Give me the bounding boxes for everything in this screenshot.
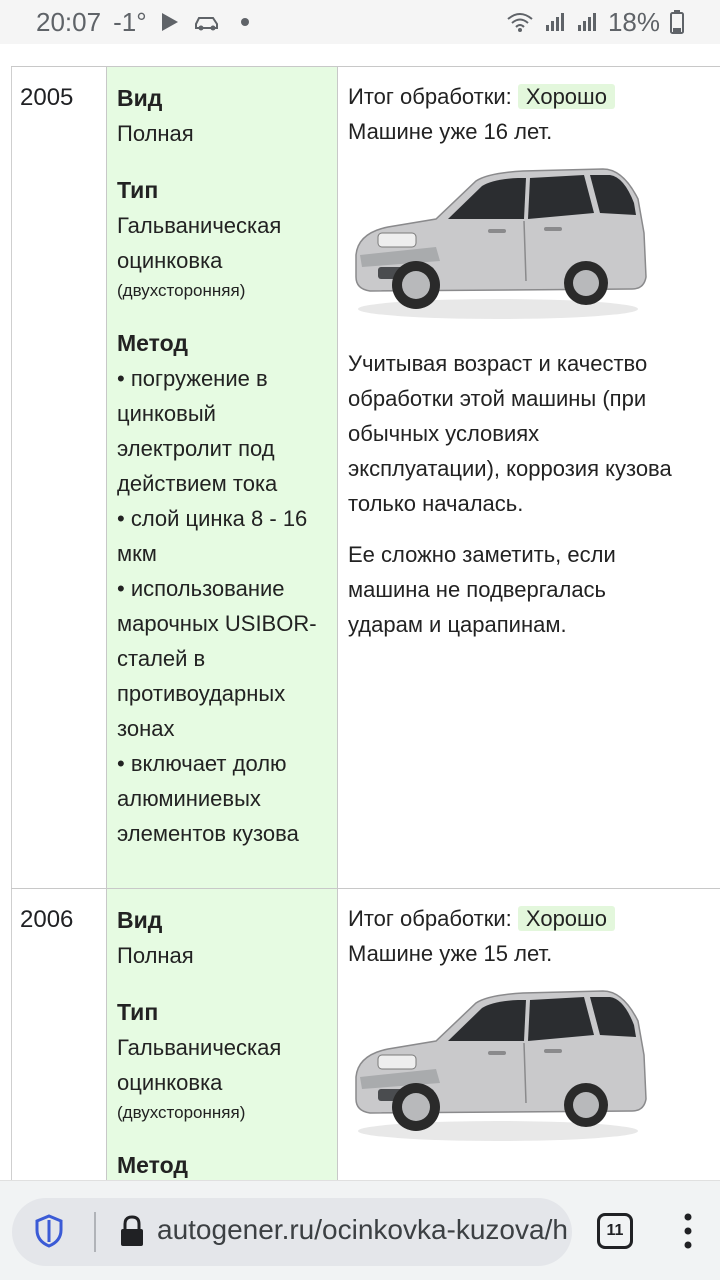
result-cell [338,889,720,1180]
method-line: алюминиевых [117,786,261,811]
car-age: Машине уже 15 лет. [348,941,553,966]
status-left [36,7,249,38]
page-content [0,66,720,1180]
result-paragraph-2 [348,537,710,642]
battery-icon [670,10,684,34]
para-line: машина не подвергалась [348,577,607,602]
method-title: Метод [117,1152,188,1178]
tabs-count-button[interactable]: 11 [597,1213,633,1249]
para-line: Учитывая возраст и качество [348,351,648,376]
method-line: марочных USIBOR- [117,611,317,636]
address-divider [94,1212,96,1252]
signal-icon-2 [576,11,598,33]
notification-dot-icon [241,18,249,26]
type-value-line1: Гальваническая [117,213,282,238]
shield-icon[interactable] [34,1214,64,1248]
status-time: 20:07 [36,6,102,37]
table-row [11,66,720,888]
car-image [348,159,648,324]
spec-cell [107,67,338,888]
battery-percent: 18% [607,6,660,37]
type-title: Тип [117,177,159,203]
method-line: действием тока [117,471,278,496]
type-value-line2: оцинковка [117,248,223,273]
rating-badge: Хорошо [518,84,615,109]
para-line: обычных условиях [348,421,540,446]
car-image [348,981,648,1146]
method-line: электролит под [117,436,275,461]
result-cell [338,67,720,888]
method-line: • слой цинка 8 - 16 [117,506,308,531]
type-note: (двухсторонняя) [117,281,246,300]
result-label: Итог обработки: [348,84,512,109]
method-line: зонах [117,716,175,741]
status-right [506,7,684,38]
kind-value: Полная [117,943,194,968]
method-line: мкм [117,541,157,566]
method-line: • включает долю [117,751,287,776]
status-temperature: -1° [113,6,147,37]
para-line: только началась. [348,491,524,516]
status-bar [0,0,720,44]
result-line [348,901,710,936]
type-value-line2: оцинковка [117,1070,223,1095]
para-line: Ее сложно заметить, если [348,542,616,567]
rating-badge: Хорошо [518,906,615,931]
result-paragraph-1 [348,346,710,521]
method-line: элементов кузова [117,821,299,846]
table-row [11,888,720,1180]
year-cell: 2005 [11,67,107,888]
method-lines [117,361,331,851]
para-line: обработки этой машины (при [348,386,647,411]
year-cell: 2006 [11,889,107,1180]
method-line: цинковый [117,401,216,426]
more-menu-icon[interactable] [678,1211,698,1251]
browser-toolbar [0,1180,720,1280]
type-note: (двухсторонняя) [117,1103,246,1122]
method-title: Метод [117,330,188,356]
method-line: • погружение в [117,366,268,391]
address-bar[interactable] [12,1198,572,1266]
para-line: эксплуатации), коррозия кузова [348,456,672,481]
para-line: ударам и царапинам. [348,612,567,637]
method-line: противоударных [117,681,286,706]
car-age: Машине уже 16 лет. [348,119,553,144]
kind-title: Вид [117,85,163,111]
play-store-icon [159,11,181,33]
type-value-line1: Гальваническая [117,1035,282,1060]
spec-cell [107,889,338,1180]
wifi-icon [506,11,534,33]
kind-title: Вид [117,907,163,933]
method-line: сталей в [117,646,206,671]
method-line: • использование [117,576,285,601]
result-line [348,79,710,114]
lock-icon[interactable] [118,1214,146,1248]
signal-icon [544,11,566,33]
kind-value: Полная [117,121,194,146]
result-label: Итог обработки: [348,906,512,931]
url-text[interactable]: autogener.ru/ocinkovka-kuzova/h [157,1214,568,1245]
type-title: Тип [117,999,159,1025]
car-icon [193,12,221,32]
